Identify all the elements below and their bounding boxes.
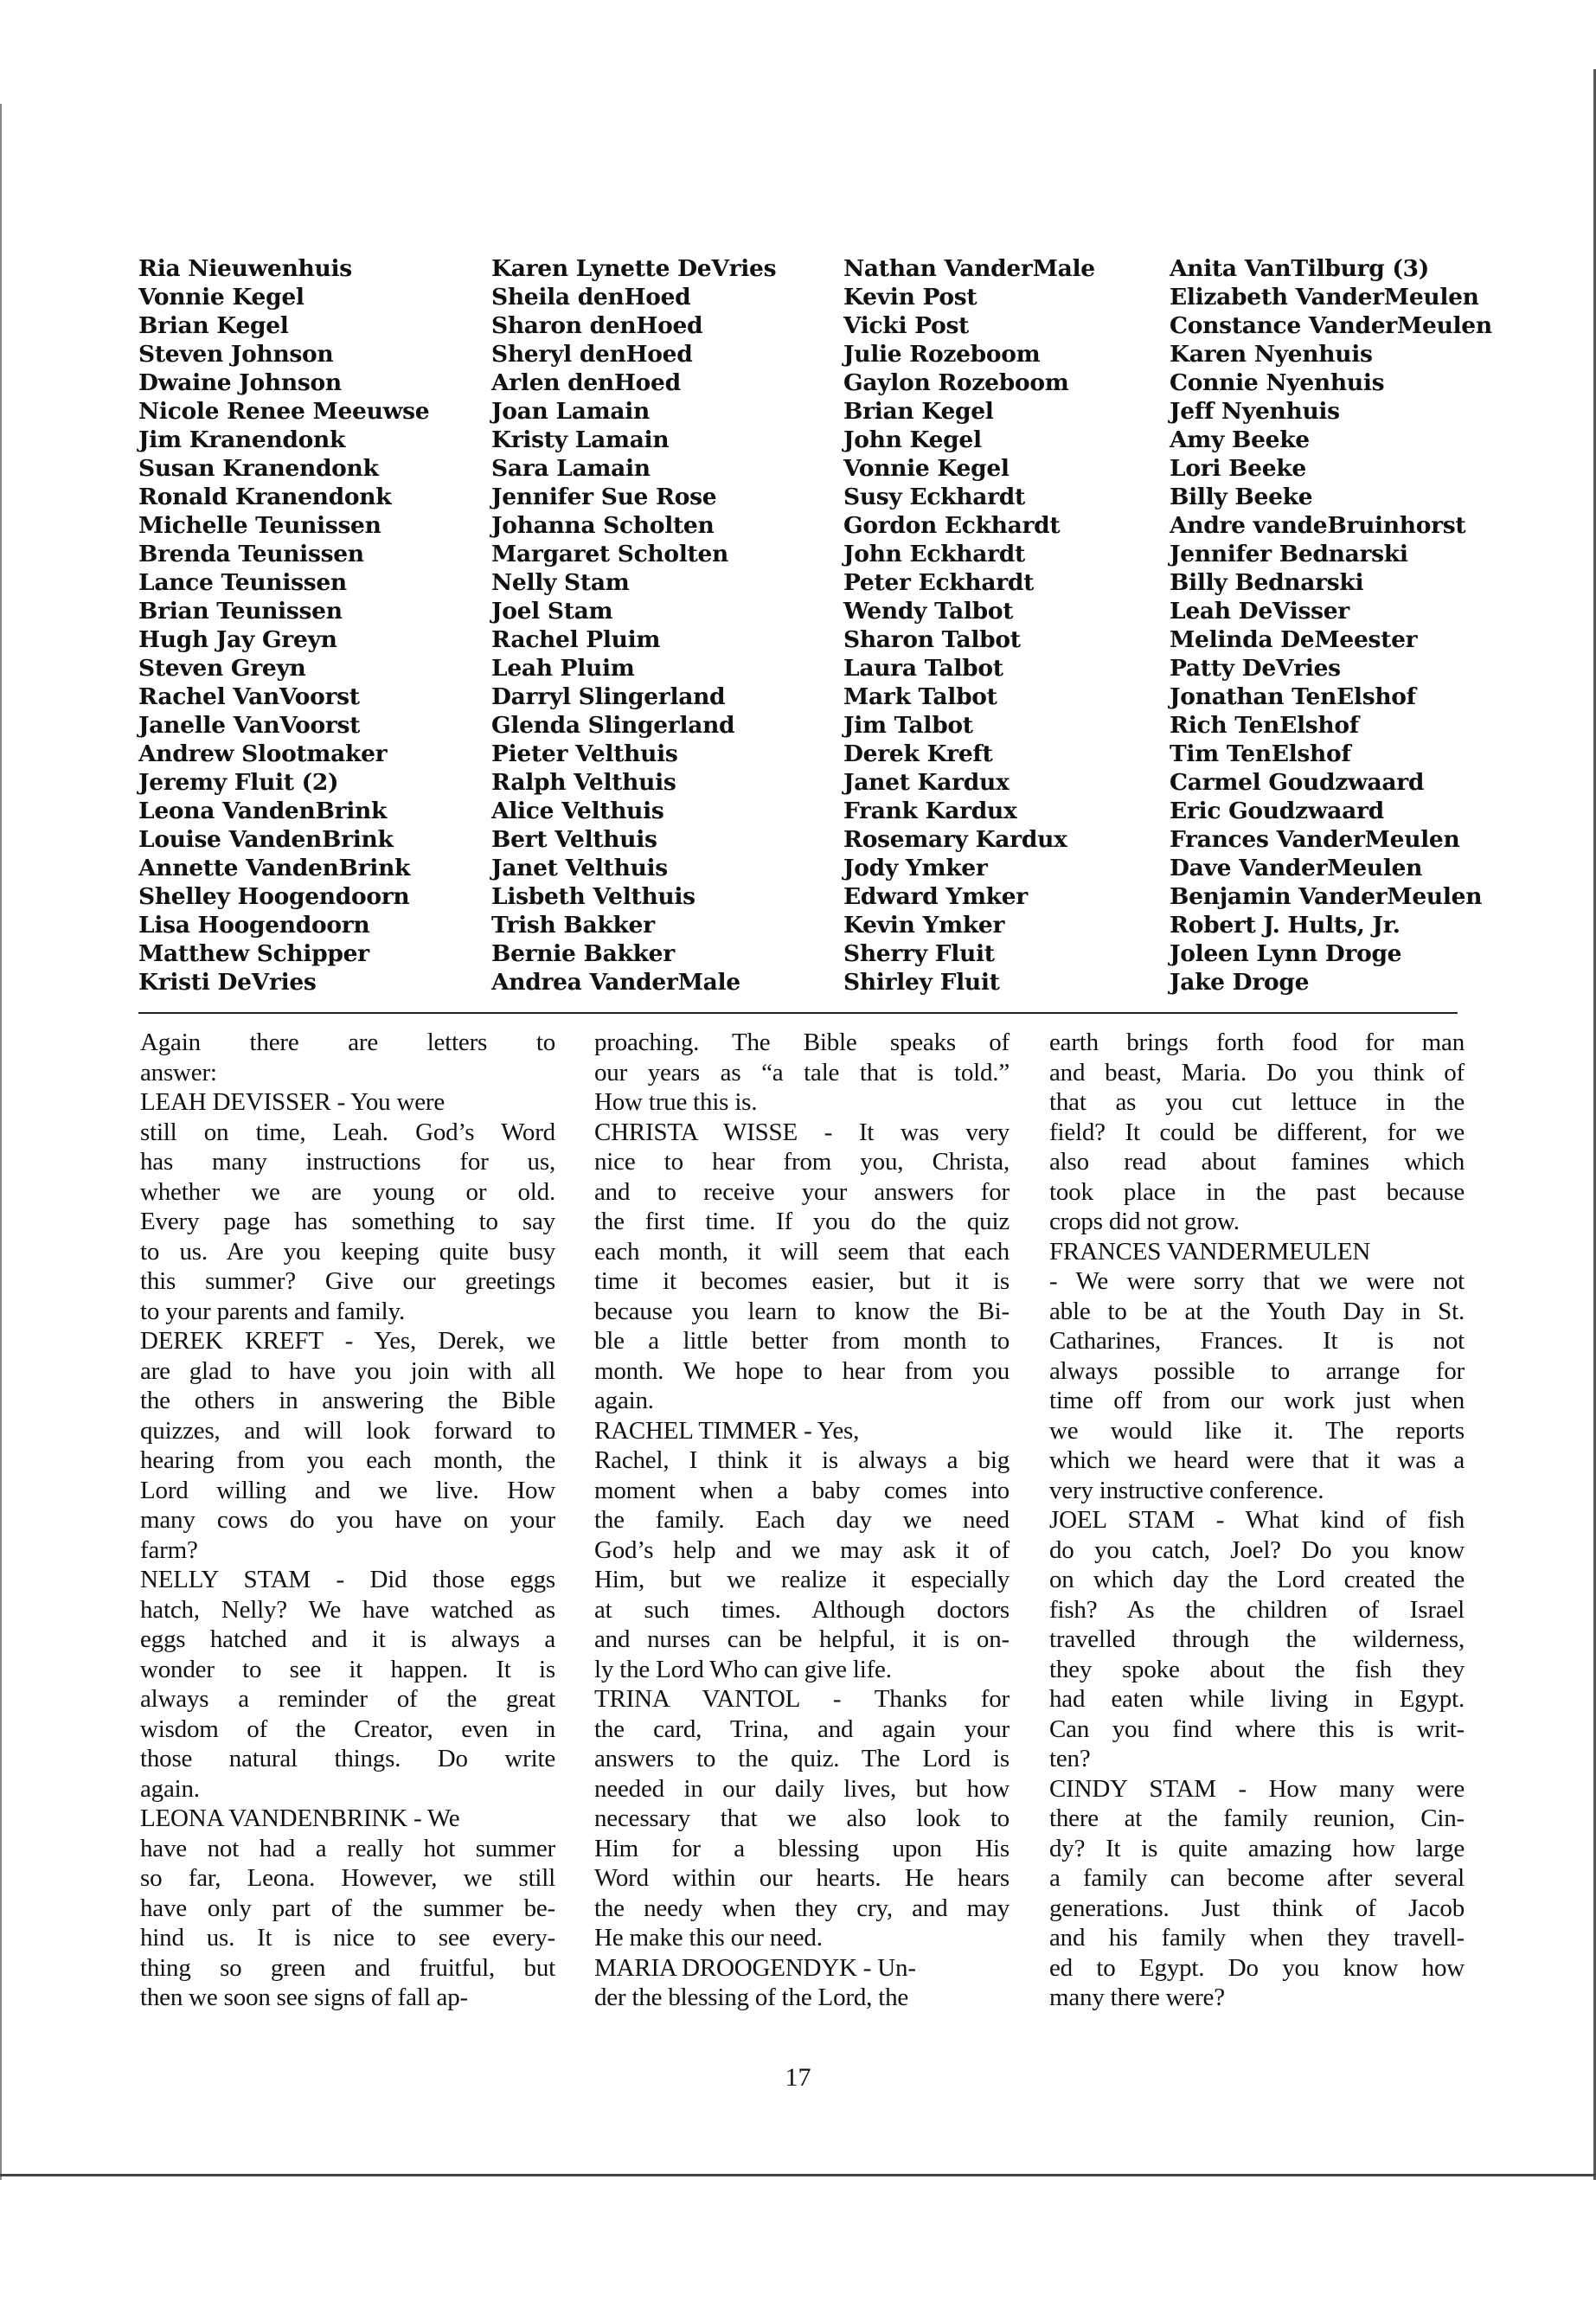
text-line: wonder to see it happen. It is (140, 1655, 555, 1683)
text-line: there at the family reunion, Cin- (1049, 1804, 1465, 1832)
name-entry: Edward Ymker (843, 883, 1028, 910)
name-entry: Michelle Teunissen (138, 512, 381, 539)
text-line: MARIA DROOGENDYK - Un- (594, 1953, 916, 1982)
name-entry: Gordon Eckhardt (843, 512, 1061, 539)
text-line: CINDY STAM - How many were (1049, 1774, 1465, 1803)
text-line: this summer? Give our greetings (140, 1267, 555, 1295)
text-line: then we soon see signs of fall ap- (140, 1984, 468, 2011)
text-line: ly the Lord Who can give life. (594, 1655, 892, 1683)
name-entry: Carmel Goudzwaard (1170, 769, 1425, 796)
text-line: many cows do you have on your (140, 1506, 555, 1534)
name-entry: Jake Droge (1170, 969, 1310, 996)
name-entry: Jennifer Bednarski (1170, 541, 1408, 567)
name-entry: Karen Nyenhuis (1170, 341, 1373, 368)
text-line: proaching. The Bible speaks of (594, 1029, 1010, 1056)
text-line: RACHEL TIMMER - Yes, (594, 1416, 860, 1445)
name-entry: Vonnie Kegel (843, 455, 1010, 482)
name-entry: Margaret Scholten (491, 541, 729, 567)
text-line: again. (140, 1774, 200, 1803)
name-entry: Steven Johnson (138, 341, 334, 368)
name-entry: Wendy Talbot (843, 598, 1014, 625)
text-line: Him for a blessing upon His (594, 1834, 1010, 1862)
text-line: on which day the Lord created the (1049, 1566, 1465, 1593)
text-line: the card, Trina, and again your (594, 1715, 1010, 1743)
name-entry: Andrew Slootmaker (138, 740, 388, 767)
text-line: those natural things. Do write (140, 1745, 555, 1772)
text-line: which we heard were that it was a (1049, 1446, 1465, 1474)
name-entry: Laura Talbot (843, 655, 1003, 682)
text-line: they spoke about the fish they (1049, 1655, 1465, 1683)
text-line: NELLY STAM - Did those eggs (140, 1566, 555, 1593)
text-line: God’s help and we may ask it of (594, 1535, 1010, 1564)
text-line: generations. Just think of Jacob (1049, 1894, 1465, 1922)
name-entry: Louise VandenBrink (138, 826, 394, 853)
text-line: FRANCES VANDERMEULEN (1049, 1237, 1371, 1266)
text-line: time off from our work just when (1049, 1387, 1465, 1414)
text-line: JOEL STAM - What kind of fish (1049, 1506, 1465, 1534)
text-line: dy? It is quite amazing how large (1049, 1834, 1465, 1862)
text-line: necessary that we also look to (594, 1804, 1010, 1832)
text-line: our years as “a tale that is told.” (594, 1058, 1010, 1086)
name-entry: Joleen Lynn Droge (1170, 940, 1402, 967)
name-entry: Jim Talbot (843, 712, 973, 739)
text-line: to your parents and family. (140, 1297, 405, 1325)
text-line: Lord willing and we live. How (140, 1476, 555, 1504)
text-line: that as you cut lettuce in the (1049, 1088, 1465, 1116)
letters-column-3 (1049, 1028, 1465, 2013)
text-line: answer: (140, 1058, 217, 1086)
name-entry: Leah Pluim (491, 655, 635, 682)
name-entry: Joan Lamain (491, 398, 650, 425)
text-line: whether we are young or old. (140, 1177, 555, 1206)
name-entry: Sharon Talbot (843, 626, 1021, 653)
page-edge-left (0, 104, 2, 2180)
text-line: wisdom of the Creator, even in (140, 1715, 555, 1743)
name-entry: Joel Stam (491, 598, 613, 625)
text-line: many there were? (1049, 1984, 1225, 2011)
page-edge-bottom (0, 2174, 1596, 2176)
name-entry: Rich TenElshof (1170, 712, 1359, 739)
text-line: able to be at the Youth Day in St. (1049, 1297, 1465, 1325)
text-line: needed in our daily lives, but how (594, 1774, 1010, 1803)
text-line: so far, Leona. However, we still (140, 1864, 555, 1892)
name-entry: Benjamin VanderMeulen (1170, 883, 1483, 910)
name-entry: Elizabeth VanderMeulen (1170, 284, 1479, 311)
text-line: CHRISTA WISSE - It was very (594, 1118, 1010, 1146)
name-entry: Karen Lynette DeVries (491, 255, 777, 282)
text-line: and his family when they travell- (1049, 1924, 1465, 1952)
text-line: ed to Egypt. Do you know how (1049, 1953, 1465, 1982)
text-line: eggs hatched and it is always a (140, 1625, 555, 1653)
text-line: hatch, Nelly? We have watched as (140, 1595, 555, 1624)
name-entry: Connie Nyenhuis (1170, 369, 1385, 396)
name-entry: Susy Eckhardt (843, 484, 1025, 510)
text-line: nice to hear from you, Christa, (594, 1148, 1010, 1176)
name-entry: Eric Goudzwaard (1170, 798, 1384, 824)
name-entry: Kristy Lamain (491, 426, 670, 453)
names-column-1 (138, 254, 484, 997)
name-entry: Sherry Fluit (843, 940, 995, 967)
text-line: are glad to have you join with all (140, 1356, 555, 1385)
name-entry: Janet Velthuis (491, 855, 668, 881)
name-entry: Kristi DeVries (138, 969, 317, 996)
text-line: Every page has something to say (140, 1208, 555, 1235)
name-entry: Andrea VanderMale (491, 969, 740, 996)
text-line: Catharines, Frances. It is not (1049, 1327, 1465, 1355)
name-entry: Melinda DeMeester (1170, 626, 1418, 653)
name-entry: Sara Lamain (491, 455, 651, 482)
name-entry: Shelley Hoogendoorn (138, 883, 410, 910)
name-entry: Brian Kegel (138, 312, 289, 339)
name-entry: Kevin Post (843, 284, 977, 311)
text-line: to us. Are you keeping quite busy (140, 1237, 555, 1266)
name-entry: John Eckhardt (843, 541, 1025, 567)
text-line: LEAH DEVISSER - You were (140, 1088, 445, 1116)
name-entry: Pieter Velthuis (491, 740, 678, 767)
name-entry: Dave VanderMeulen (1170, 855, 1423, 881)
name-entry: Lori Beeke (1170, 455, 1306, 482)
name-entry: Tim TenElshof (1170, 740, 1351, 767)
text-line: travelled through the wilderness, (1049, 1625, 1465, 1653)
name-entry: Peter Eckhardt (843, 569, 1035, 596)
text-line: field? It could be different, for we (1049, 1118, 1465, 1146)
name-entry: Annette VandenBrink (138, 855, 411, 881)
text-line: earth brings forth food for man (1049, 1029, 1465, 1056)
section-divider (138, 1012, 1458, 1014)
text-line: farm? (140, 1535, 198, 1564)
text-line: had eaten while living in Egypt. (1049, 1685, 1465, 1713)
text-line: He make this our need. (594, 1924, 823, 1952)
name-entry: Jonathan TenElshof (1170, 683, 1416, 710)
name-entry: Sharon denHoed (491, 312, 703, 339)
names-list (138, 254, 1492, 998)
name-entry: Frank Kardux (843, 798, 1017, 824)
text-line: fish? As the children of Israel (1049, 1595, 1465, 1624)
name-entry: Janet Kardux (843, 769, 1010, 796)
name-entry: Lisbeth Velthuis (491, 883, 695, 910)
name-entry: Rachel Pluim (491, 626, 661, 653)
text-line: DEREK KREFT - Yes, Derek, we (140, 1327, 555, 1355)
name-entry: Billy Bednarski (1170, 569, 1364, 596)
name-entry: Nathan VanderMale (843, 255, 1095, 282)
name-entry: John Kegel (843, 426, 982, 453)
name-entry: Vicki Post (843, 312, 970, 339)
text-line: der the blessing of the Lord, the (594, 1984, 909, 2011)
name-entry: Frances VanderMeulen (1170, 826, 1460, 853)
text-line: the first time. If you do the quiz (594, 1208, 1010, 1235)
text-line: ble a little better from month to (594, 1327, 1010, 1355)
name-entry: Jeremy Fluit (2) (138, 769, 339, 796)
name-entry: Shirley Fluit (843, 969, 1000, 996)
name-entry: Jennifer Sue Rose (491, 484, 717, 510)
page-number: 17 (785, 2063, 811, 2092)
text-line: always possible to arrange for (1049, 1356, 1465, 1385)
text-line: we would like it. The reports (1049, 1416, 1465, 1445)
name-entry: Jeff Nyenhuis (1170, 398, 1340, 425)
name-entry: Nelly Stam (491, 569, 630, 596)
name-entry: Sheila denHoed (491, 284, 691, 311)
text-line: and to receive your answers for (594, 1177, 1010, 1206)
name-entry: Gaylon Rozeboom (843, 369, 1069, 396)
text-line: still on time, Leah. God’s Word (140, 1118, 555, 1146)
text-line: at such times. Although doctors (594, 1595, 1010, 1624)
name-entry: Andre vandeBruinhorst (1170, 512, 1466, 539)
text-line: Again there are letters to (140, 1029, 555, 1056)
text-line: crops did not grow. (1049, 1208, 1240, 1235)
name-entry: Nicole Renee Meeuwse (138, 398, 430, 425)
name-entry: Brian Kegel (843, 398, 994, 425)
text-line: the needy when they cry, and may (594, 1894, 1010, 1922)
name-entry: Trish Bakker (491, 912, 655, 939)
name-entry: Julie Rozeboom (843, 341, 1041, 368)
text-line: time it becomes easier, but it is (594, 1267, 1010, 1295)
name-entry: Lisa Hoogendoorn (138, 912, 370, 939)
name-entry: Lance Teunissen (138, 569, 347, 596)
text-line: LEONA VANDENBRINK - We (140, 1804, 460, 1832)
text-line: and beast, Maria. Do you think of (1049, 1058, 1465, 1086)
text-line: the others in answering the Bible (140, 1387, 555, 1414)
name-entry: Brian Teunissen (138, 598, 343, 625)
name-entry: Bernie Bakker (491, 940, 675, 967)
name-entry: Mark Talbot (843, 683, 997, 710)
name-entry: Kevin Ymker (843, 912, 1005, 939)
text-line: took place in the past because (1049, 1177, 1465, 1206)
name-entry: Brenda Teunissen (138, 541, 364, 567)
text-line: each month, it will seem that each (594, 1237, 1010, 1266)
name-entry: Johanna Scholten (491, 512, 715, 539)
text-line: Rachel, I think it is always a big (594, 1446, 1010, 1474)
name-entry: Rachel VanVoorst (138, 683, 360, 710)
name-entry: Bert Velthuis (491, 826, 657, 853)
text-line: have only part of the summer be- (140, 1894, 555, 1922)
text-line: How true this is. (594, 1088, 758, 1116)
text-line: quizzes, and will look forward to (140, 1416, 555, 1445)
name-entry: Ronald Kranendonk (138, 484, 392, 510)
name-entry: Glenda Slingerland (491, 712, 735, 739)
name-entry: Jody Ymker (843, 855, 988, 881)
name-entry: Ria Nieuwenhuis (138, 255, 352, 282)
name-entry: Derek Kreft (843, 740, 993, 767)
name-entry: Sheryl denHoed (491, 341, 693, 368)
text-line: Word within our hearts. He hears (594, 1864, 1010, 1892)
text-line: - We were sorry that we were not (1049, 1267, 1465, 1295)
letters-column-1 (140, 1028, 555, 2013)
text-line: thing so green and fruitful, but (140, 1953, 555, 1982)
name-entry: Leah DeVisser (1170, 598, 1349, 625)
text-line: and nurses can be helpful, it is on- (594, 1625, 1010, 1653)
text-line: always a reminder of the great (140, 1685, 555, 1713)
name-entry: Leona VandenBrink (138, 798, 388, 824)
name-entry: Constance VanderMeulen (1170, 312, 1492, 339)
name-entry: Amy Beeke (1170, 426, 1310, 453)
name-entry: Hugh Jay Greyn (138, 626, 337, 653)
text-line: again. (594, 1387, 654, 1414)
name-entry: Susan Kranendonk (138, 455, 379, 482)
text-line: has many instructions for us, (140, 1148, 555, 1176)
names-column-2 (491, 254, 837, 997)
letters-column-2 (594, 1028, 1010, 2013)
name-entry: Patty DeVries (1170, 655, 1341, 682)
text-line: month. We hope to hear from you (594, 1356, 1010, 1385)
name-entry: Rosemary Kardux (843, 826, 1067, 853)
text-line: because you learn to know the Bi- (594, 1297, 1010, 1325)
name-entry: Robert J. Hults, Jr. (1170, 912, 1401, 939)
text-line: hearing from you each month, the (140, 1446, 555, 1474)
text-line: also read about famines which (1049, 1148, 1465, 1176)
names-column-3 (843, 254, 1189, 997)
name-entry: Janelle VanVoorst (138, 712, 361, 739)
text-line: TRINA VANTOL - Thanks for (594, 1685, 1010, 1713)
text-line: answers to the quiz. The Lord is (594, 1745, 1010, 1772)
name-entry: Steven Greyn (138, 655, 306, 682)
text-line: the family. Each day we need (594, 1506, 1010, 1534)
name-entry: Darryl Slingerland (491, 683, 726, 710)
name-entry: Alice Velthuis (491, 798, 664, 824)
text-line: hind us. It is nice to see every- (140, 1924, 555, 1952)
text-line: Can you find where this is writ- (1049, 1715, 1465, 1743)
names-column-4 (1170, 254, 1516, 997)
text-line: do you catch, Joel? Do you know (1049, 1535, 1465, 1564)
text-line: ten? (1049, 1745, 1091, 1772)
name-entry: Vonnie Kegel (138, 284, 304, 311)
text-line: a family can become after several (1049, 1864, 1465, 1892)
name-entry: Dwaine Johnson (138, 369, 342, 396)
name-entry: Ralph Velthuis (491, 769, 676, 796)
text-line: have not had a really hot summer (140, 1834, 555, 1862)
text-line: very instructive conference. (1049, 1476, 1324, 1504)
name-entry: Billy Beeke (1170, 484, 1313, 510)
text-line: Him, but we realize it especially (594, 1566, 1010, 1593)
name-entry: Arlen denHoed (491, 369, 681, 396)
name-entry: Jim Kranendonk (138, 426, 346, 453)
text-line: moment when a baby comes into (594, 1476, 1010, 1504)
name-entry: Anita VanTilburg (3) (1170, 255, 1429, 282)
name-entry: Matthew Schipper (138, 940, 369, 967)
